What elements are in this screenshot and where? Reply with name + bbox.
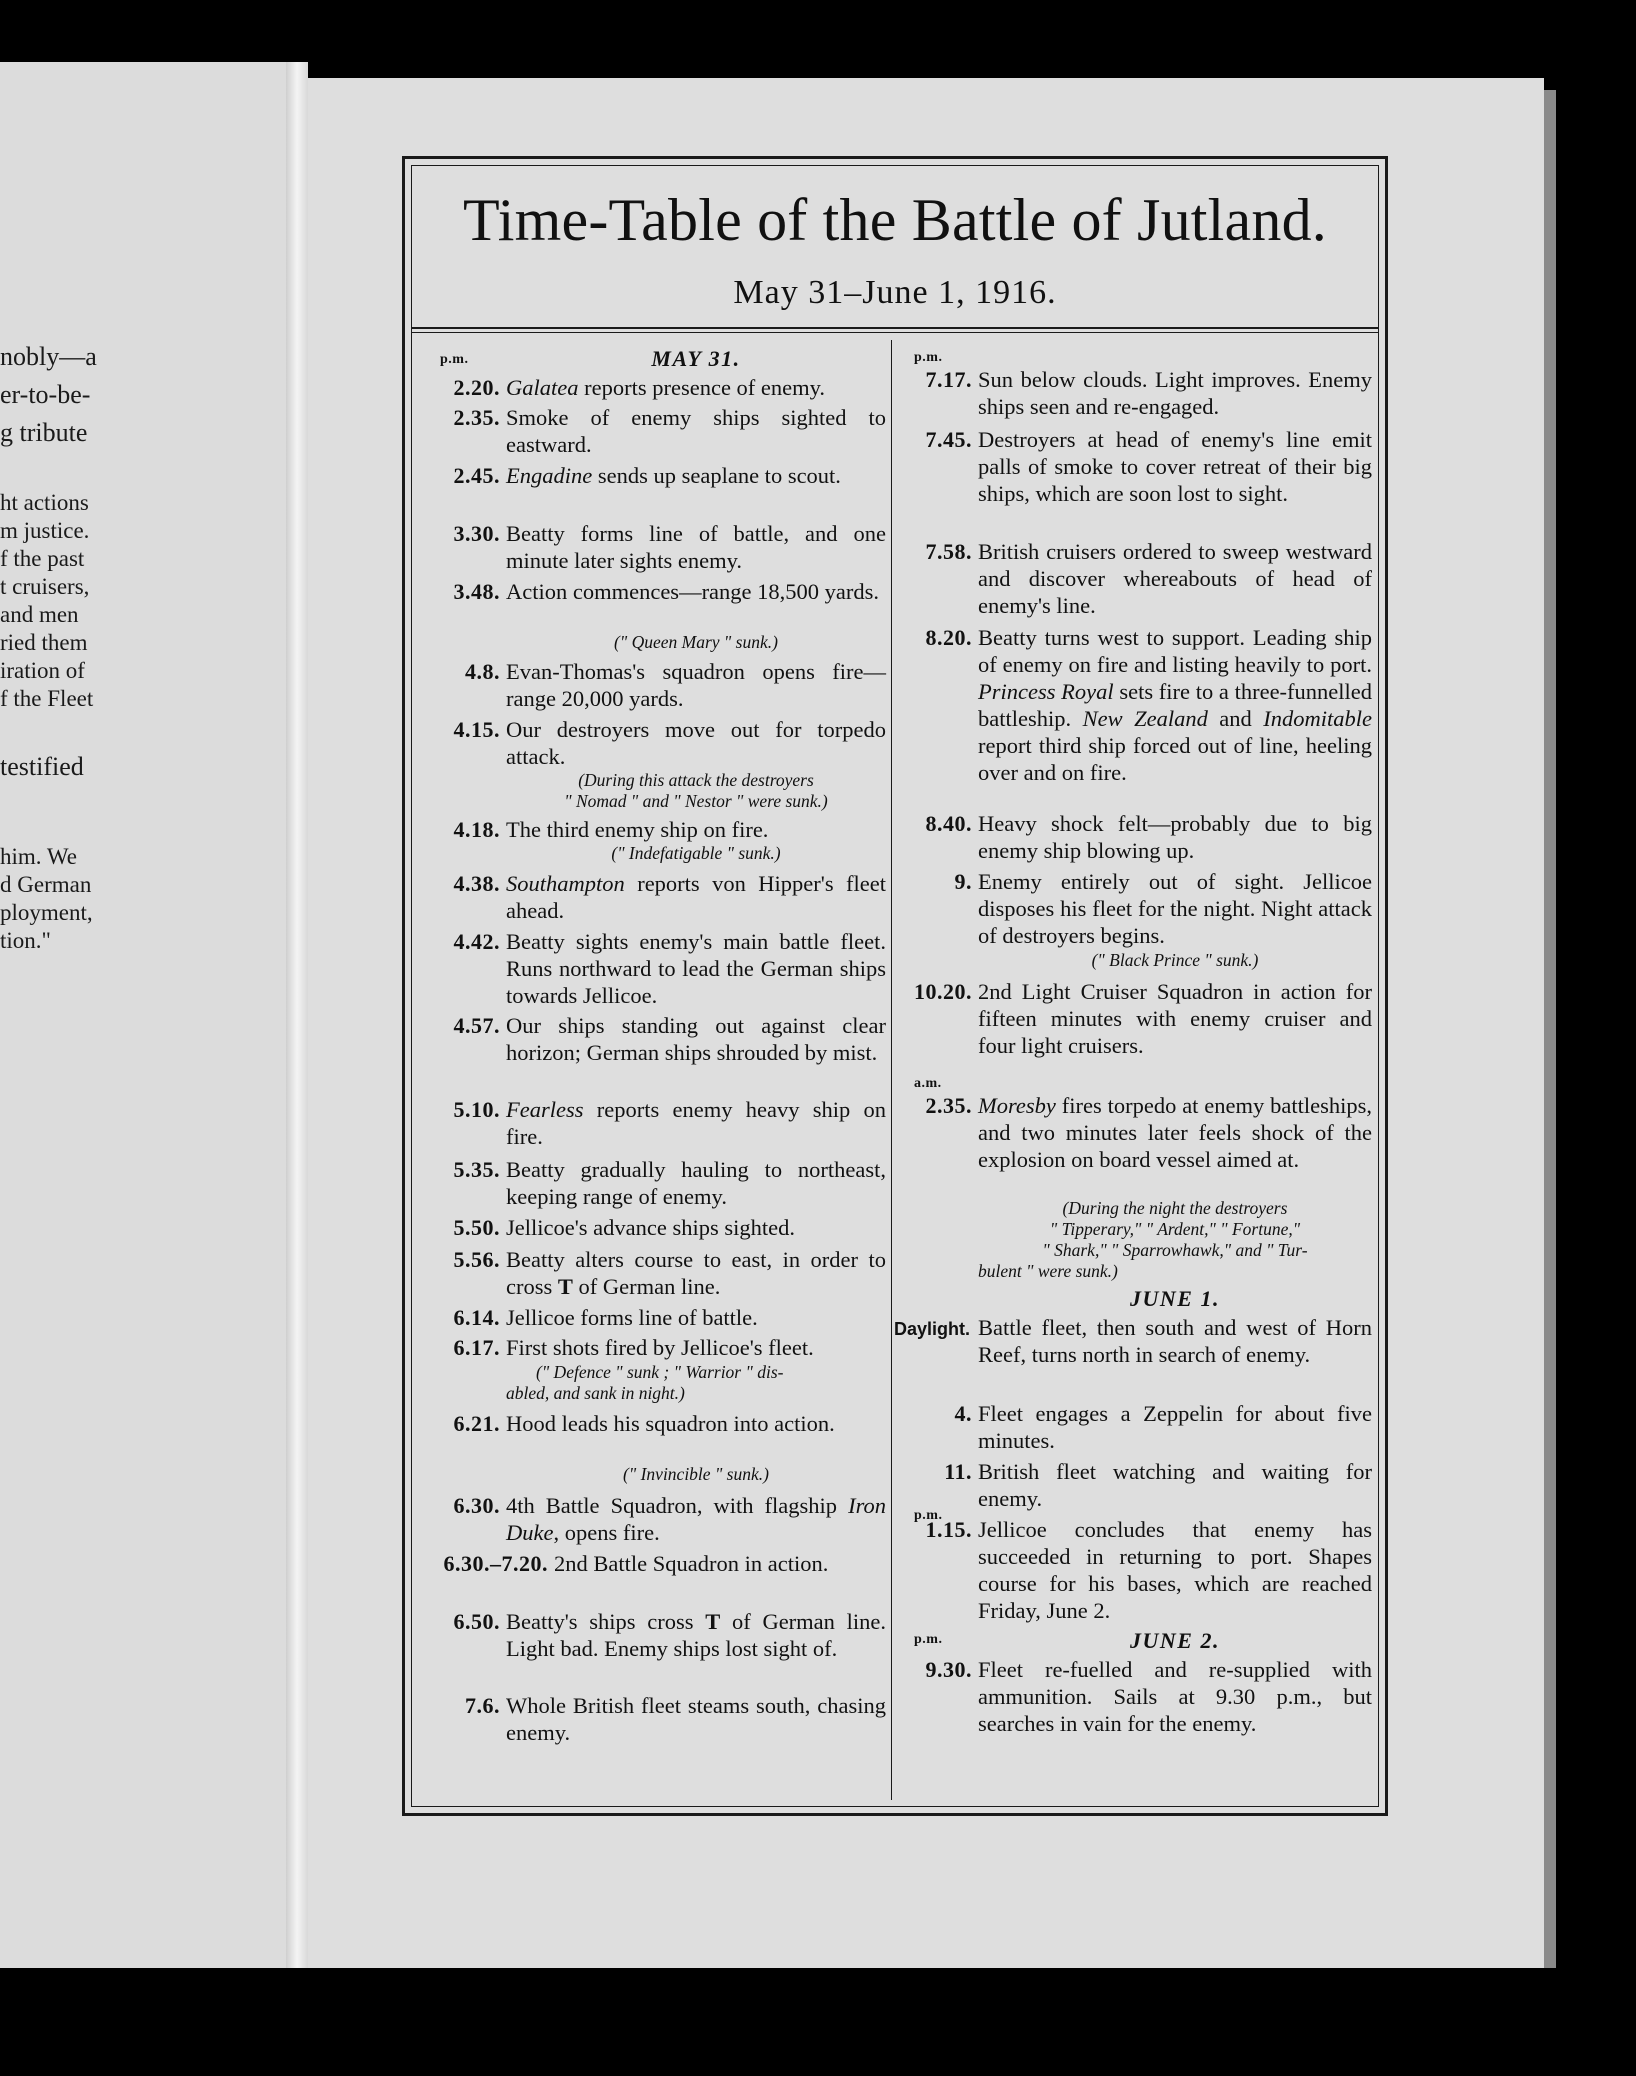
entry-time: 6.21. [453, 1411, 500, 1436]
entry-text: Fleet engages a Zeppelin for about five minutes. [978, 1401, 1372, 1453]
entry-time: 4. [954, 1401, 972, 1426]
entry-time: 5.35. [453, 1157, 500, 1182]
entry-text: Galatea reports presence of enemy. [506, 375, 826, 400]
sinking-note: (During this attack the destroyers [578, 770, 814, 790]
sinking-note: " Nomad " and " Nestor " were sunk.) [564, 791, 828, 811]
entry-time: 4.15. [453, 717, 500, 742]
entry-text: Engadine sends up seaplane to scout. [506, 463, 841, 488]
entry-text: Jellicoe's advance ships sighted. [506, 1215, 795, 1240]
entry-time: 6.17. [453, 1335, 500, 1360]
entry-time: 8.40. [925, 811, 972, 836]
entry-text: Battle fleet, then south and west of Horn Reef, turns north in search of enemy. [978, 1315, 1372, 1367]
entry-text: Destroyers at head of enemy's line emit palls of smoke to cover retreat of their big ships, which are soon lost to sight. [978, 427, 1372, 506]
entry-time: 4.8. [465, 659, 500, 684]
facing-text: testified [0, 752, 84, 781]
sinking-note: (During the night the destroyers [1062, 1198, 1288, 1218]
entry-text: First shots fired by Jellicoe's fleet. [506, 1335, 814, 1360]
entry-time: 3.48. [453, 579, 500, 604]
entry-time: 3.30. [453, 521, 500, 546]
entry-text: Beatty sights enemy's main battle fleet. Runs northward to lead the German ships towards Jellicoe. [506, 929, 886, 1008]
entry-time: 7.45. [925, 427, 972, 452]
entry-text: Heavy shock felt—probably due to big enemy ship blowing up. [978, 811, 1372, 863]
sinking-note: (" Indefatigable " sunk.) [611, 843, 781, 863]
entry-text: Moresby fires torpedo at enemy battleships, and two minutes later feels shock of the explosion on board vessel aimed at. [978, 1093, 1372, 1172]
entry-text: Enemy entirely out of sight. Jellicoe disposes his fleet for the night. Night attack of destroyers begins. [978, 869, 1372, 948]
entry-time: 4.18. [453, 817, 500, 842]
entry-time: 9.30. [925, 1657, 972, 1682]
day-heading-june2: JUNE 2. [1130, 1628, 1220, 1653]
entry-text: Our destroyers move out for torpedo attack. [506, 717, 886, 769]
pm-label: p.m. [440, 352, 469, 367]
entry-time: Daylight. [894, 1319, 971, 1339]
facing-text: ployment, [0, 900, 93, 925]
facing-text: f the past [0, 546, 85, 571]
entry-time: 6.30.–7.20. [443, 1551, 548, 1576]
day-heading-may31: MAY 31. [651, 346, 741, 371]
entry-time: 2.45. [453, 463, 500, 488]
pm-label: p.m. [914, 1508, 943, 1523]
entry-text: Beatty's ships cross T of German line. Light bad. Enemy ships lost sight of. [506, 1609, 886, 1661]
book-gutter [286, 62, 308, 1968]
entry-time: 2.20. [453, 375, 500, 400]
sinking-note: abled, and sank in night.) [506, 1383, 685, 1403]
facing-text: f the Fleet [0, 686, 94, 711]
entry-time: 4.42. [453, 929, 500, 954]
entry-text: Jellicoe forms line of battle. [506, 1305, 758, 1330]
facing-text: er-to-be- [0, 380, 91, 409]
entry-text: Sun below clouds. Light improves. Enemy ships seen and re-engaged. [978, 367, 1372, 419]
entry-text: The third enemy ship on fire. [506, 817, 769, 842]
entry-text: 4th Battle Squadron, with flagship Iron Duke, opens fire. [506, 1493, 886, 1545]
sinking-note: " Shark," " Sparrowhawk," and " Tur- [1042, 1240, 1308, 1260]
facing-text: tion." [0, 928, 51, 953]
facing-text: ried them [0, 630, 88, 655]
timetable-page [308, 78, 1544, 1968]
facing-text: d German [0, 872, 92, 897]
facing-text: iration of [0, 658, 85, 683]
entry-text: Smoke of enemy ships sighted to eastward. [506, 405, 886, 457]
facing-text: g tribute [0, 418, 88, 447]
entry-text: 2nd Light Cruiser Squadron in action for fifteen minutes with enemy cruiser and four light cruisers. [978, 979, 1372, 1058]
entry-time: 6.30. [453, 1493, 500, 1518]
column-divider [891, 340, 892, 1800]
entry-time: 4.38. [453, 871, 500, 896]
entry-text: Beatty alters course to east, in order to cross T of German line. [506, 1247, 886, 1299]
day-heading-june1: JUNE 1. [1130, 1286, 1220, 1311]
facing-text: t cruisers, [0, 574, 90, 599]
entry-time: 5.50. [453, 1215, 500, 1240]
entry-text: Beatty turns west to support. Leading ship of enemy on fire and listing heavily to port. Princess Royal sets fire to a three-funnelled battleship. New Zealand and Indomitable report third ship forced out of line, heeling over and on fire. [978, 625, 1373, 785]
entry-text: Whole British fleet steams south, chasing enemy. [506, 1693, 886, 1745]
frame-inner-border [411, 165, 1379, 1807]
am-label: a.m. [914, 1076, 942, 1091]
facing-text: m justice. [0, 518, 90, 543]
entry-time: 4.57. [453, 1013, 500, 1038]
entry-time: 6.14. [453, 1305, 500, 1330]
sinking-note: (" Black Prince " sunk.) [1091, 950, 1259, 970]
page-subtitle: May 31–June 1, 1916. [733, 274, 1057, 311]
page-title: Time-Table of the Battle of Jutland. [463, 187, 1327, 253]
entry-text: Fleet re-fuelled and re-supplied with ammunition. Sails at 9.30 p.m., but searches in vain for the enemy. [978, 1657, 1372, 1736]
entry-time: 7.58. [925, 539, 972, 564]
entry-time: 2.35. [925, 1093, 972, 1118]
entry-time: 10.20. [914, 979, 972, 1004]
entry-text: British cruisers ordered to sweep westward and discover whereabouts of head of enemy's line. [978, 539, 1372, 618]
entry-text: Southampton reports von Hipper's fleet ahead. [506, 871, 886, 923]
sinking-note: bulent " were sunk.) [978, 1261, 1118, 1281]
entry-time: 6.50. [453, 1609, 500, 1634]
sinking-note: " Tipperary," " Ardent," " Fortune," [1049, 1219, 1301, 1239]
entry-time: 5.56. [453, 1247, 500, 1272]
sinking-note: (" Defence " sunk ; " Warrior " dis- [536, 1362, 784, 1382]
entry-text: 2nd Battle Squadron in action. [554, 1551, 829, 1576]
entry-text: Jellicoe concludes that enemy has succeeded in returning to port. Shapes course for his bases, which are reached Friday, June 2. [978, 1517, 1372, 1623]
entry-text: British fleet watching and waiting for enemy. [978, 1459, 1372, 1511]
facing-page [0, 62, 286, 1968]
facing-text: nobly—a [0, 342, 97, 371]
entry-text: Evan-Thomas's squadron opens fire—range 20,000 yards. [506, 659, 886, 711]
pm-label: p.m. [914, 1632, 943, 1647]
entry-time: 7.17. [925, 367, 972, 392]
entry-time: 5.10. [453, 1097, 500, 1122]
entry-time: 2.35. [453, 405, 500, 430]
entry-time: 8.20. [925, 625, 972, 650]
entry-text: Beatty gradually hauling to northeast, keeping range of enemy. [506, 1157, 886, 1209]
entry-time: 11. [944, 1459, 972, 1484]
facing-text: and men [0, 602, 79, 627]
entry-text: Hood leads his squadron into action. [506, 1411, 835, 1436]
facing-text: ht actions [0, 490, 89, 515]
entry-time: 7.6. [465, 1693, 500, 1718]
entry-time: 1.15. [925, 1517, 972, 1542]
pm-label: p.m. [914, 350, 943, 365]
entry-text: Beatty forms line of battle, and one minute later sights enemy. [506, 521, 886, 573]
entry-time: 9. [954, 869, 972, 894]
page-edge [1544, 90, 1556, 1968]
sinking-note: (" Invincible " sunk.) [623, 1464, 769, 1484]
entry-text: Our ships standing out against clear horizon; German ships shrouded by mist. [506, 1013, 886, 1065]
entry-text: Action commences—range 18,500 yards. [506, 579, 880, 604]
title-block [412, 166, 1378, 329]
entry-text: Fearless reports enemy heavy ship on fire. [506, 1097, 886, 1149]
facing-text: him. We [0, 844, 77, 869]
sinking-note: (" Queen Mary " sunk.) [614, 632, 778, 652]
timetable-frame [402, 156, 1388, 1816]
